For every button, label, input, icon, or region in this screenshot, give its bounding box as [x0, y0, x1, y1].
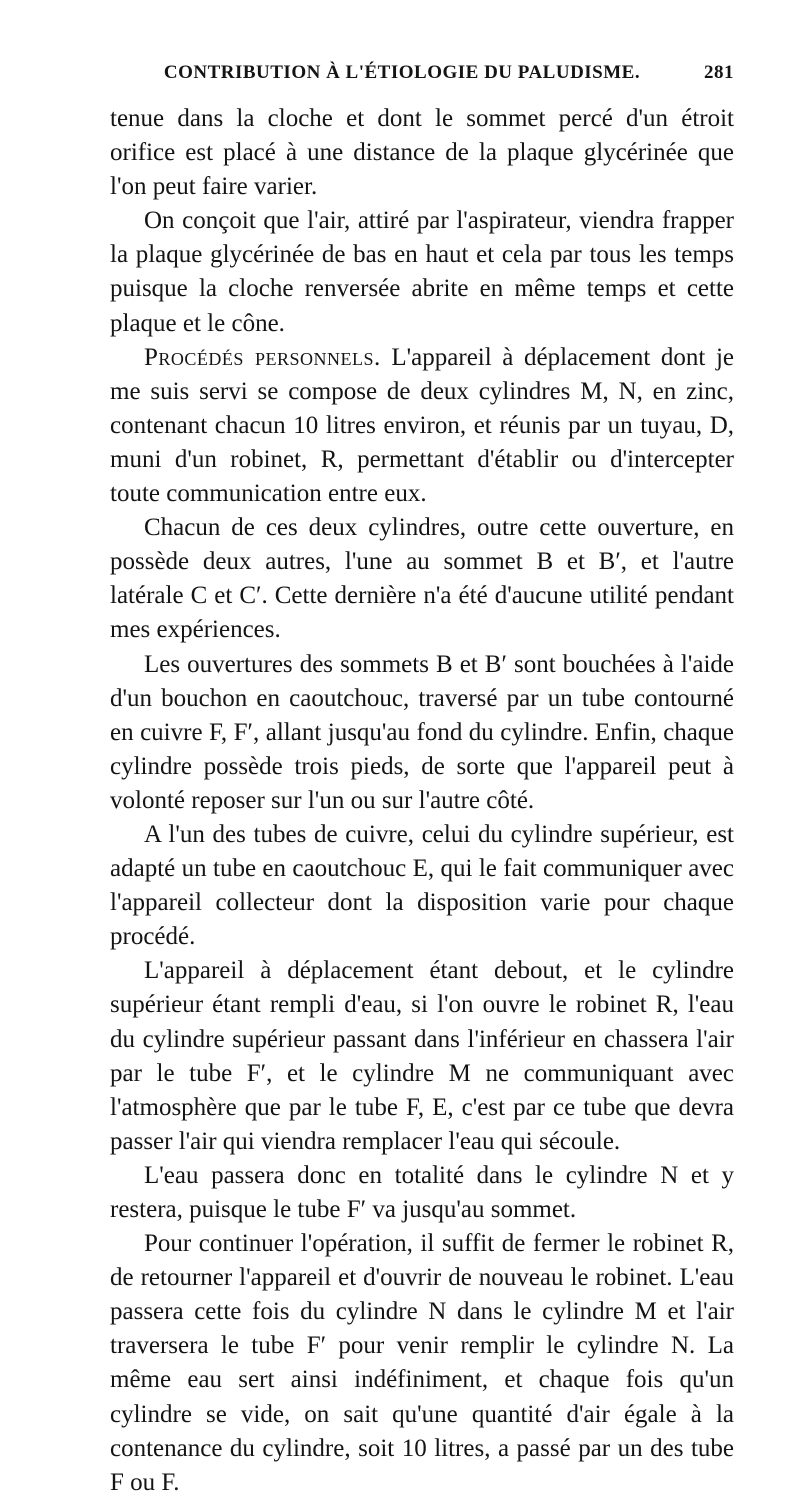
running-head: [110, 62, 734, 96]
paragraph-text: tenue dans la cloche et dont le sommet percé d'un étroit orifice est placé à une distance de la plaque glycérinée que l'on peut faire varier.: [110, 105, 734, 201]
paragraph-6: [110, 818, 734, 954]
paragraph-text: L'appareil à déplacement étant debout, et le cylindre supérieur étant rempli d'eau, si l'on ouvre le robinet R, l'eau du cylindre supérieur passant dans l'inférieur en chassera l'air par le tube F′, et le cylindre M ne communiquant avec l'atmosphère que par le tube F, E, c'est par ce tube que devra passer l'air qui viendra remplacer l'eau qui sécoule.: [110, 957, 734, 1155]
paragraph-7: [110, 954, 734, 1159]
paragraph-text: L'eau passera donc en totalité dans le cylindre N et y restera, puisque le tube F′ va jusqu'au sommet.: [110, 1161, 734, 1223]
paragraph-text: Pour continuer l'opération, il suffit de fermer le robinet R, de retourner l'appareil et d'ouvrir de nouveau le robinet. L'eau passera cette fois du cylindre N dans le cylindre M et l'air traversera le tube F′ pour venir remplir le cylindre N. La même eau sert ainsi indéfiniment, et chaque fois qu'un cylindre se vide, on sait qu'une quantité d'air égale à la contenance du cylindre, soit 10 litres, a passé par un des tube F ou F.: [110, 1230, 734, 1496]
paragraph-8: [110, 1159, 734, 1227]
paragraph-9: [110, 1227, 734, 1500]
paragraph-3: [110, 341, 734, 511]
running-title: CONTRIBUTION À L'ÉTIOLOGIE DU PALUDISME.: [163, 62, 641, 83]
paragraph-1: [110, 102, 734, 204]
body-text: [110, 102, 734, 1500]
paragraph-text: A l'un des tubes de cuivre, celui du cylindre supérieur, est adapté un tube en caoutchouc E, qui le fait communiquer avec l'appareil collecteur dont la disposition varie pour chaque procédé.: [110, 820, 734, 951]
paragraph-text: L'appareil à déplacement dont je me suis servi se compose de deux cylindres M, N, en zinc, contenant chacun 10 litres environ, et réunis par un tuyau, D, muni d'un robinet, R, permettant d'établir ou d'intercepter toute communication entre eux.: [110, 343, 735, 508]
paragraph-text: On conçoit que l'air, attiré par l'aspirateur, viendra frapper la plaque glycérinée de bas en haut et cela par tous les temps puisque la cloche renversée abrite en même temps et cette plaque et le cône.: [110, 207, 734, 337]
paragraph-text: Chacun de ces deux cylindres, outre cette ouverture, en possède deux autres, l'une au sommet B et B′, et l'autre latérale C et C′. Cette dernière n'a été d'aucune utilité pendant mes expériences.: [110, 514, 734, 644]
paragraph-4: [110, 511, 734, 647]
paragraph-5: [110, 648, 734, 818]
paragraph-text: Les ouvertures des sommets B et B′ sont bouchées à l'aide d'un bouchon en caoutchouc, traversé par un tube contourné en cuivre F, F′, allant jusqu'au fond du cylindre. Enfin, chaque cylindre possède trois pieds, de sorte que l'appareil peut à volonté reposer sur l'un ou sur l'autre côté.: [110, 650, 734, 814]
page-number: 281: [704, 62, 734, 83]
paragraph-2: [110, 204, 734, 340]
section-heading: Procédés personnels.: [144, 343, 381, 371]
